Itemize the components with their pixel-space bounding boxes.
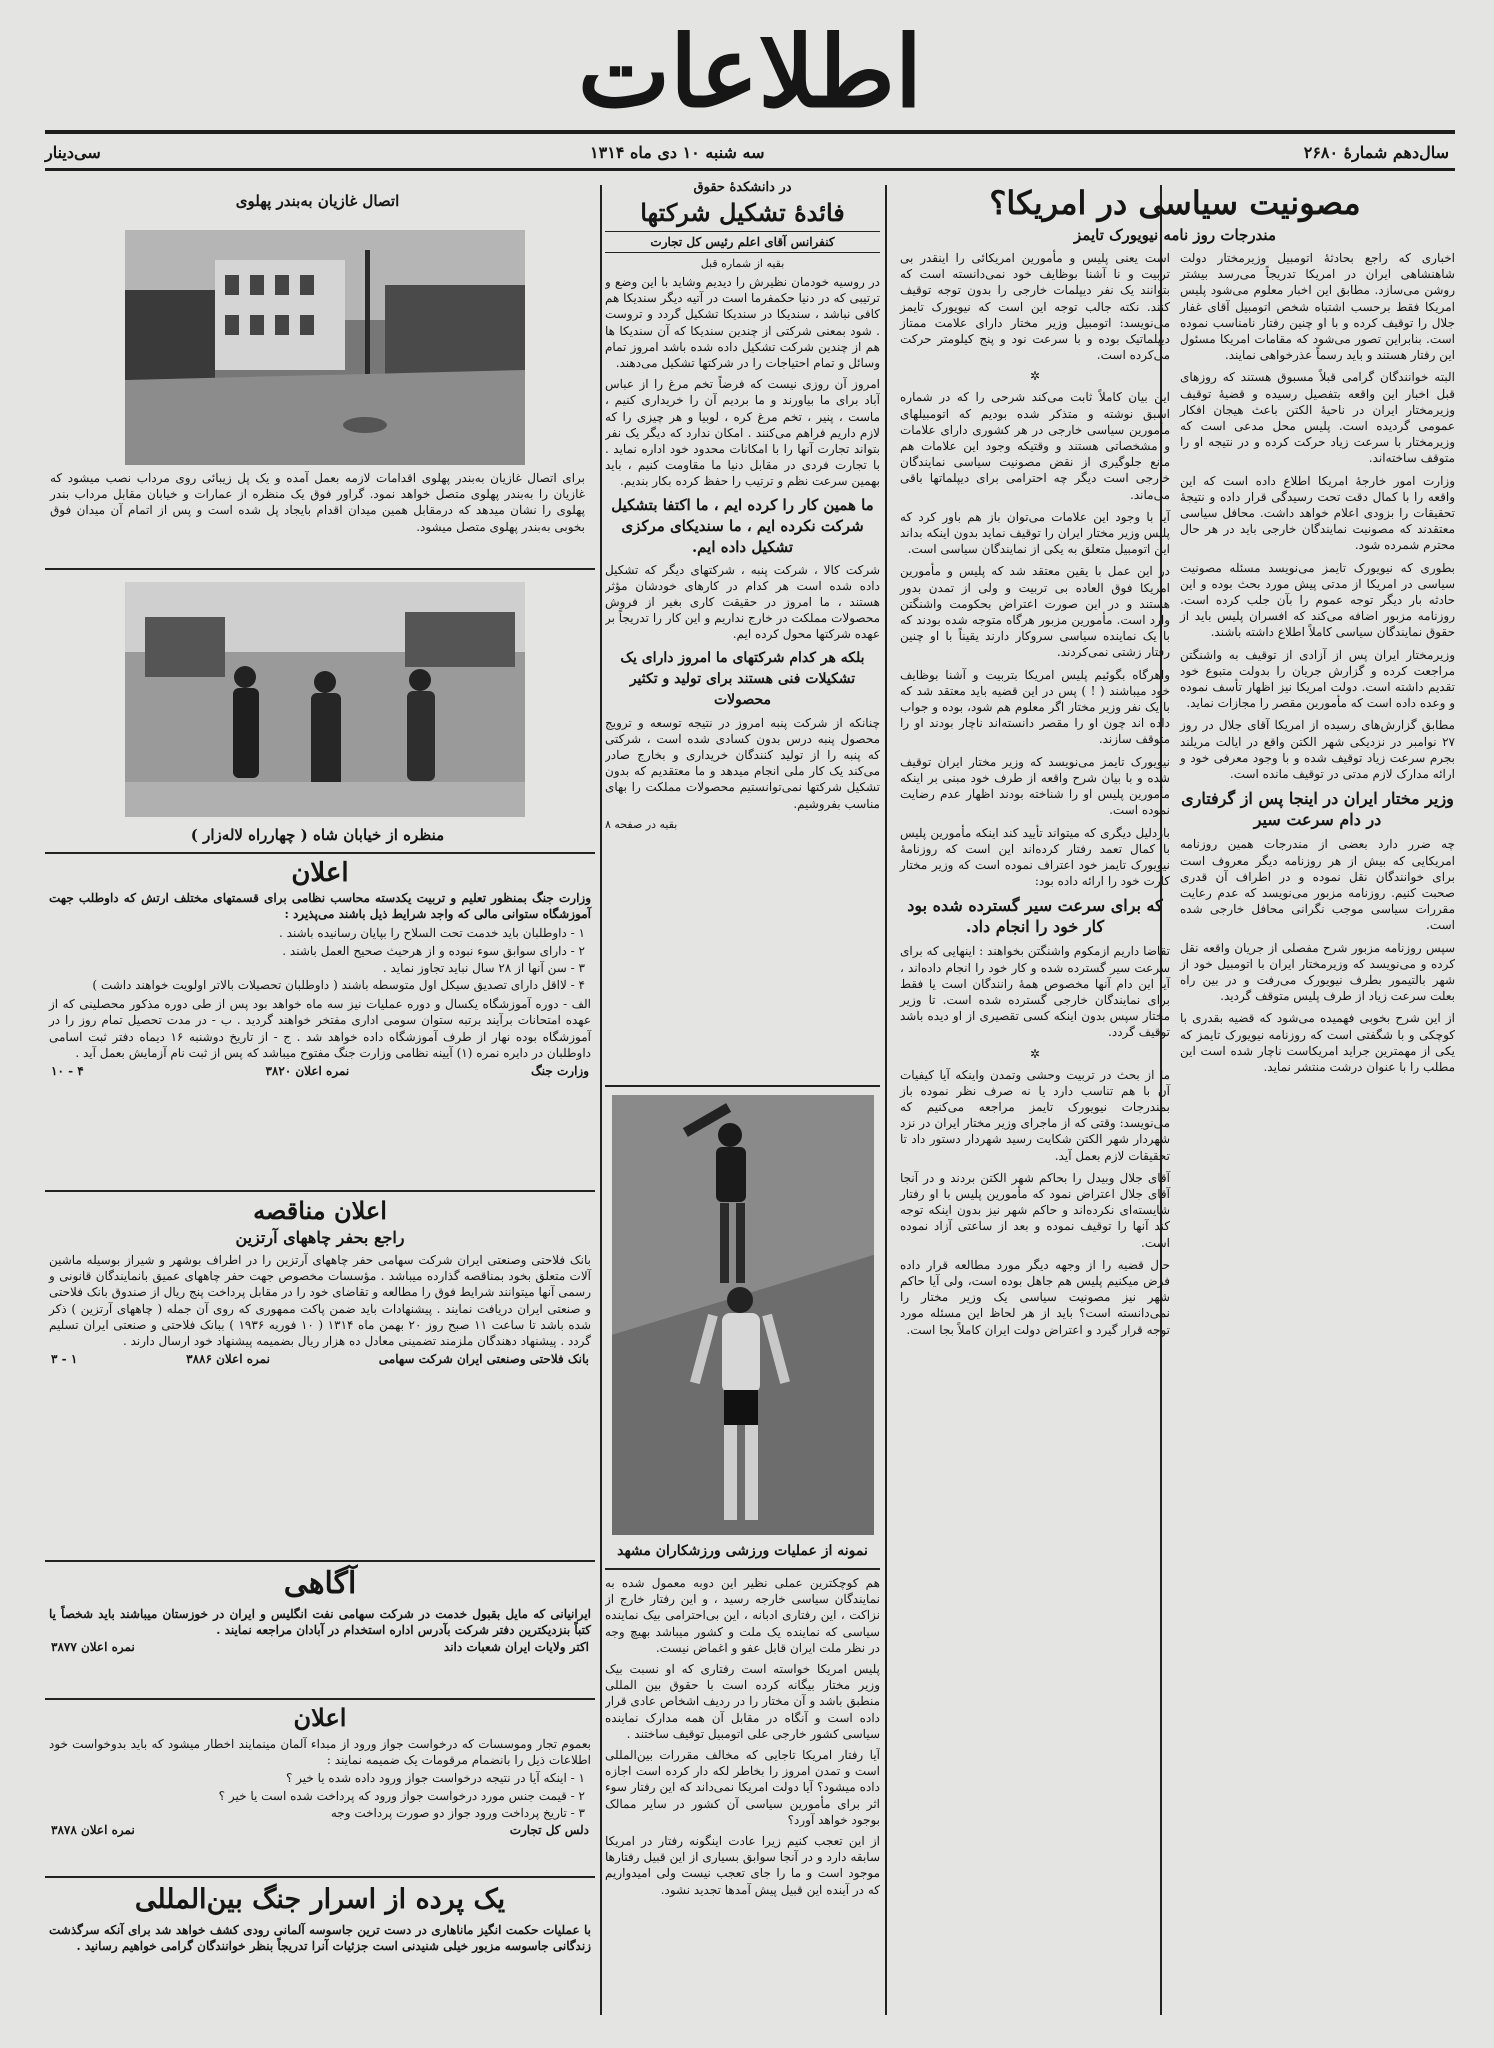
paragraph: در روسیه خودمان نظیرش را دیدیم وشاید با این وضع و ترتیبی که در دنیا حکمفرما است در آتیه دیگر سندیکا هم کافی نباشد ، سندیکا در سندیکا تشکیل گردد و تروست . شود بمعنی شرکتی از چندین سندیکا که آن سندیکا ها هم از چندین شرکت تشکیل داده شده باشد امروز تمام وسائل و تمام احتیاجات را در شرکتها تشکیل می‌دهند. (605, 275, 880, 371)
paragraph: واهرگاه بگوئیم پلیس امریکا بتربیت و آشنا بوظایف خود میباشند ( ! ) پس در این قضیه باید معتقد شد که با یک نفر وزیر مختار اگر معلوم هم شود، بوده و جواب داده اند چون او را مقصر دانسته‌اند ناچار بودند او را متوقف سازند. (900, 667, 1170, 747)
section-star-ornament: ✲ (1029, 1046, 1041, 1061)
athletes-illustration (612, 1095, 874, 1535)
paragraph: بازدلیل دیگری که میتواند تأیید کند اینکه مأمورین پلیس با کمال تعمد رفتار کرده‌اند این است که روزنامهٔ نیویورک تایمز خود اعتراف نموده است که وزیر مختار کارت خود را ارائه داده بود: (900, 825, 1170, 889)
story-title: یک پرده از اسرار جنگ بین‌المللی (134, 1884, 506, 1915)
paragraph: بطوری که نیویورک تایمز می‌نویسد مسئله مصونیت سیاسی در امریکا از مدتی پیش مورد بحث بوده و این حادثه بار دیگر توجه عموم را بآن جلب کرده است. روزنامه مزبور اضافه می‌کند که افسران پلیس باید از حقوق نمایندگان سیاسی کاملاً اطلاع داشته باشند. (1180, 560, 1455, 640)
bandar-pahlavi-caption: اتصال غازیان به‌بندر پهلوی (235, 192, 400, 210)
section-divider (605, 1568, 880, 1570)
notice-item: ۳ - سن آنها از ۲۸ سال نباید تجاوز نماید . (382, 960, 585, 975)
notice-items (45, 1770, 595, 1821)
paragraph: شرکت کالا ، شرکت پنبه ، شرکتهای دیگر که تشکیل داده شده است هر کدام در کارهای خودشان مؤثر هستند ، ما امروز در حقیقت کاری بغیر از فروش محصولات مملکت در خارج نداریم و این کار را تدریجاً بر عهده شرکتها محول کرده ایم. (605, 562, 880, 642)
section-star-ornament: ✲ (1029, 369, 1041, 384)
notice-items (45, 925, 595, 993)
notice-signature: دلس کل تجارت (509, 1823, 589, 1838)
paragraph: اخباری که راجع بحادثهٔ اتومبیل وزیرمختار دولت شاهنشاهی ایران در امریکا تدریجاً می‌رسد بیشتر روشن می‌سازد. مطابق این اخبار معلوم می‌شود پلیس امریکا فقط برحسب اشتباه شخص اتومبیل آقای غفار جلال را توقیف کرده و با او چنین رفتار نامناسب نموده است. بنابراین تصور می‌شود که مقامات امریکا مسئول این رفتار هستند و باید رسماً عذرخواهی نمایند. (1180, 251, 1455, 363)
issue-date: سه شنبه ۱۰ دی ماه ۱۳۱۴ (590, 143, 765, 162)
bold-quote: ما همین کار را کرده ایم ، ما اکتفا بتشکیل شرکت نکرده ایم ، ما سندیکای مرکزی تشکیل داده ایم. (611, 495, 874, 556)
bandar-pahlavi-text: برای اتصال غازیان به‌بندر پهلوی اقدامات لازمه بعمل آمده و یک پل زیبائی روی مرداب نصب میشود که غازیان را به‌بندر پهلوی متصل خواهد نمود. گراور فوق یک منظره از عمارات و خیابان مقابل مرداب بندر پهلوی را نشان میدهد که درمقابل همین میدان اقدام بایجاد پل شده است و پس از اتمام آن میدان فوق بخوبی به‌بندر پهلوی متصل میشود. (50, 471, 585, 534)
paragraph: پلیس امریکا خواسته است رفتاری که او نسبت بیک وزیر مختار بیگانه کرده است با حقوق بین المللی منطبق باشد و آن مختار را در ردیف اشخاص عادی قرار داده است و آنگاه در مقابل آن همه مدارک نماینده سیاسی کشور خارجی علی اتومبیل توقیف ساختند . (605, 1662, 880, 1741)
masthead (0, 0, 1494, 162)
notice-signature: بانک فلاحتی وصنعتی ایران شرکت سهامی (378, 1352, 589, 1367)
paragraph: هم کوچکترین عملی نظیر این دوبه معمول شده به نمایندگان سیاسی خارجه رسید ، و این رفتار خارج از نزاکت ، این رفتاری ادبانه ، این بی‌احترامی بیک نماینده سیاسی که نماینده یک ملت و کشور میباشد بهیچ وجه در نظر ملت ایران قابل عفو و اغماض نیست. (605, 1576, 880, 1655)
paragraph: از این شرح بخوبی فهمیده می‌شود که قضیه بقدری با کوچکی و با شگفتی است که روزنامه نیویورک تایمز که یکی از مهمترین جراید امریکاست ناچار شده است این مطلب را با عنوان درشت منتشر نماید. (1180, 1011, 1455, 1074)
notice-item: ۲ - قیمت جنس مورد درخواست جواز ورود که پرداخت شده است یا خیر ؟ (218, 1788, 585, 1803)
issue-number: سال‌دهم شمارهٔ ۲۶۸۰ (1303, 143, 1449, 162)
paragraph: حال قضیه را از وجهه دیگر مورد مطالعه قرار داده فرض میکنیم پلیس هم جاهل بوده است، ولی آیا حاکم شهر نیز مصونیت سیاسی یک وزیر مختار را نمی‌دانسته است؟ باید از هر لحاظ این مسئله مورد توجه قرار گیرد و اعتراض دولت ایران کاملاً بجا است. (900, 1257, 1170, 1337)
notice-item: ۱ - اینکه آیا در نتیجه درخواست جواز ورود داده شده یا خیر ؟ (285, 1771, 585, 1786)
paragraph: مطابق گزارش‌های رسیده از امریکا آقای جلال در روز ۲۷ نوامبر در نزدیکی شهر الکتن واقع در ایالت مریلند بجرم سرعت زیاد توقیف شده و با وجود معرفی خود و ارائه مدارک لازم مدتی در توقیف مانده است. (1180, 718, 1455, 782)
article-subhead: مندرجات روز نامه نیویورک تایمز (1074, 226, 1276, 244)
continued-page-note: بقیه در صفحه ۸ (605, 817, 678, 831)
notice-item: ۴ - لااقل دارای تصدیق سیکل اول متوسطه باشند ( داوطلبان تحصیلات بالاتر اولویت خواهند داشت ) (92, 978, 585, 993)
story-teaser (45, 1880, 595, 2020)
notice-title: آگاهی (283, 1566, 357, 1601)
notice-body: وزارت جنگ بمنظور تعلیم و تربیت یکدسته محاسب نظامی برای قسمتهای مختلف ارتش که داوطلب جهت آموزشگاه ستوانی مالی که واجد شرایط ذیل باشند می‌پذیرد : (49, 891, 591, 922)
paragraph: چنانکه از شرکت پنبه امروز در نتیجه توسعه و ترویج محصول پنبه درس بدون کسادی شده است ، شرکتی که پنبه را از تولید کنندگان خریداری و بخارج صادر می‌کند یک کار ملی انجام میدهد و ما معتقدیم که بدون تشکیل شرکتها نمی‌توانستیم محصولات مملکت را بهای مناسب بفروشیم. (605, 715, 880, 811)
bold-quote: بلکه هر کدام شرکتهای ما امروز دارای یک تشکیلات فنی هستند برای تولید و تکثیر محصولات (620, 649, 865, 708)
article-kicker: در دانشکدهٔ حقوق (693, 180, 792, 195)
section-divider (605, 1085, 880, 1087)
paragraph: تقاضا داریم ازمکوم واشنگتن بخواهند : اینهایی که برای سرعت سیر گسترده شده و کار خود را انجام داده‌اند ، آیا این دام آنها مخصوص همهٔ رانندگان است یا فقط برای نمایندگان خارجی گسترده شده است. تا وزیر مختار سپس بدون اینکه کسی تقصیری از او دیده باشد توقیف گردد. (900, 944, 1170, 1040)
notice-tender (45, 1195, 595, 1555)
notice-war-ministry (45, 856, 595, 1186)
bold-quote: که برای سرعت سیر گسترده شده بود کار خود را انجام داد. (907, 896, 1163, 937)
paragraph: آیا رفتار امریکا تاجایی که مخالف مقررات بین‌المللی است و تمدن امروز را بخاطر لکه دار کرده است اجازه داده میشود؟ آیا دولت امریکا نمی‌داند که این رفتار سوء اثر برای مأمورین سیاسی آن کشور در سایر ممالک بوجود خواهد آورد؟ (605, 1748, 880, 1827)
article-headline: مصونیت سیاسی در امریکا؟ (989, 184, 1361, 222)
notice-ref: نمره اعلان ۳۸۸۶ (186, 1352, 270, 1367)
notice-item: ۲ - دارای سوابق سوء نبوده و از هرحیث صحیح العمل باشند . (282, 943, 585, 958)
masthead-rule-top (45, 130, 1455, 134)
column-divider (885, 185, 887, 2015)
notice-title: اعلان (291, 858, 349, 888)
notice-body: ایرانیانی که مایل بقبول خدمت در شرکت سهامی نفت انگلیس و ایران در خوزستان میباشند باید شخصاً یا کتباً بنزدیکترین دفتر شرکت بآدرس اداره استخدام در آبادان مراجعه نمایند . (49, 1607, 591, 1638)
notice-import-permits (45, 1702, 595, 1872)
notice-item: ۱ - داوطلبان باید خدمت تحت السلاح را بپایان رسانیده باشند . (279, 926, 585, 941)
notice-body: بانک فلاحتی وصنعتی ایران شرکت سهامی حفر چاههای آرتزین را در اطراف بوشهر و شیراز بوسیله ماشین آلات متعلق بخود بمناقصه گذارده میباشد . مؤسسات مخصوص جهت حفر چاههای عمیق بانمایندگان قانونی و رسمی آنها میتوانند شرایط فوق را مطالعه و تقاضای خود را در مقابل پرداخت پنج ریال از صندوق بانک فلاحتی و صنعتی ایران دریافت نمایند . پیشنهادات باید ضمن پاکت ممهوری که روی آن جمله ( چاههای آرتزین ) ذکر شده باشد تا ساعت ۱۱ صبح روز ۲۰ بهمن ماه ۱۳۱۴ ( ۱۰ فوریه ۱۹۳۶ ) ببانک فلاحتی و صنعتی ایران تسلیم گردد . پیشنهاد دهندگان ملزمند تضمینی معادل ده هزار ریال بضمیمه پیشنهاد خود ارسال دارند . (49, 1253, 592, 1349)
article-continuation (605, 1575, 880, 2020)
notice-subtitle: راجع بحفر چاههای آرتزین (235, 1228, 405, 1247)
paragraph: در این عمل با یقین معتقد شد که پلیس و مأمورین امریکا فوق العاده بی تربیت و ولی از تمدن بدور هستند و در این صورت اعتراض بحکومت واشنگتن وارد است. مأمورین مزبور هرگاه متوجه شده بودند که با یک نماینده سیاسی سروکار دارند یقیناً با او چنین رفتار زشتی نمی‌کردند. (900, 564, 1170, 660)
paragraph: چه ضرر دارد بعضی از مندرجات همین روزنامه امریکایی که بیش از هر روزنامه دیگر معروف است برای خوانندگان نقل نموده و در اطراف آن قدری صحبت کنیم. روزنامه مزبور می‌نویسد که عدم رعایت مقررات سیاسی موجب نگرانی محافل خارجی شده است. (1180, 837, 1455, 933)
column-divider (600, 185, 602, 2015)
section-divider (45, 1698, 595, 1700)
notice-ref: نمره اعلان ۳۸۷۸ (51, 1823, 135, 1838)
section-divider (45, 852, 595, 854)
bold-quote: وزیر مختار ایران در اینجا پس از گرفتاری در دام سرعت سیر (1181, 789, 1454, 830)
paragraph: آیا با وجود این علامات می‌توان باز هم باور کرد که پلیس وزیر مختار ایران را توقیف نماید بدون اینکه بداند این اتومبیل متعلق به یکی از نمایندگان سیاسی است. (900, 509, 1170, 557)
paragraph: امروز آن روزی نیست که فرضاً تخم مرغ را از عباس آباد برای ما بیاورند و ما بردیم آن را خریداری کنیم ، ماست ، پنیر ، تخم مرغ کره ، لوبیا و هر چیزی را که لازم داریم فراهم می‌کنند . امکان ندارد که دیگر یک نفر بتواند تجارت آنها را با امکانات محدود خود اداره نماید . با تجارت فردی در مقابل دنیا ما مقاومت کنیم ، باید بهمین سرعت نظم و ترتیب را حفظ کرده بکار بندیم. (605, 377, 880, 489)
notice-signature: وزارت جنگ (531, 1064, 589, 1079)
paragraph: از این تعجب کنیم زیرا عادت اینگونه رفتار در امریکا سابقه دارد و در آنجا سوابق بسیاری از این قبیل رفتارها موجود است و ما را جای تعجب نیست ولی امیدواریم که در آینده این قبیل پیش آمدها تجدید نشود. (605, 1834, 880, 1897)
newspaper-title: اطلاعات (577, 15, 923, 130)
paragraph: ما از بحث در تربیت وحشی وتمدن واینکه آیا کیفیات آن با هم تناسب دارد یا نه صرف نظر نموده باز بمندرجات نیویورک تایمز مراجعه می‌کنیم که می‌نویسد: وقتی که از ماجرای وزیر مختار ایران در نزد شهردار شهر الکتن شکایت رسید شهردار دستور داد تا تحقیقات لازم بعمل آید. (900, 1067, 1170, 1163)
athletes-photo-caption: نمونه از عملیات ورزشی ورزشکاران مشهد (617, 1543, 868, 1559)
notice-signature: اکتر ولایات ایران شعبات داند (443, 1640, 589, 1655)
shah-avenue-caption: منظره از خیابان شاه ( چهارراه لاله‌زار ) (190, 826, 445, 844)
continued-note: بقیه از شماره قبل (700, 257, 785, 270)
notice-oil-company (45, 1564, 595, 1694)
shah-avenue-photo (125, 582, 525, 817)
notice-body: بعموم تجار وموسسات که درخواست جواز ورود از مبداء آلمان مینمایند اخطار میشود که باید بدوخواست خود اطلاعات ذیل را بانضمام مرقومات یک ضمیمه نمایند : (49, 1737, 591, 1768)
masthead-rule-bottom (45, 168, 1455, 171)
paragraph: آقای جلال وبیدل را بحاکم شهر الکتن بردند و در آنجا آقای جلال اعتراض نمود که مأمورین پلیس با او رفتار شایسته‌ای نکرده‌اند و حاکم شهر نیز بدون اینکه توجه کند آنها را توقیف نموده و بعد از ساعتی آزاد نموده است. (900, 1170, 1170, 1250)
section-divider (45, 1190, 595, 1192)
notice-ref: نمره اعلان ۳۸۷۷ (51, 1640, 135, 1655)
pedestrians-illustration (125, 582, 525, 817)
street-scene-illustration (125, 230, 525, 465)
notice-code: ۱ - ۳ (51, 1352, 78, 1367)
paragraph: نیویورک تایمز می‌نویسد که وزیر مختار ایران توقیف شده و با بیان شرح واقعه از طرف خود مبنی بر اینکه مأمورین پلیس او را شناخته بودند اظهار عدم رضایت نموده است. (900, 754, 1170, 818)
article-subhead: کنفرانس آقای اعلم رئیس کل تجارت (605, 231, 880, 253)
section-divider (45, 1876, 595, 1878)
notice-title: اعلان مناقصه (253, 1196, 387, 1225)
paragraph: است یعنی پلیس و مأمورین امریکائی را اینقدر بی تربیت و نا آشنا بوظایف خود نمی‌دانسته است که بتوانند یک نفر دیپلمات خارجی را بدون توجه توقیف کنند. نکته جالب توجه این است که نیویورک تایمز می‌نویسد: اتومبیل وزیر مختار دارای علامت ممتاز دیپلماتیک بوده و با سرعت نود و پنج کیلومتر حرکت می‌کرده است. (900, 251, 1170, 363)
story-body: با عملیات حکمت انگیز ماناهاری در دست ترین جاسوسه آلمانی رودی کشف خواهد شد برای آنکه سرگذشت زندگانی جاسوسه مزبور خیلی شنیدنی است جزئیات آنرا تدریجاً بنظر خوانندگان گرامی خواهیم رسانید . (49, 1923, 591, 1954)
paragraph: سپس روزنامه مزبور شرح مفصلی از جریان واقعه نقل کرده و می‌نویسد که وزیرمختار ایران با اتومبیل خود از شهر بالتیمور بطرف نیویورک می‌رفت و در بین راه بعلت سرعت زیاد از طرف پلیس متوقف گردید. (1180, 940, 1455, 1004)
section-divider (45, 568, 595, 570)
notice-ref: نمره اعلان ۳۸۲۰ (265, 1064, 350, 1079)
notice-title: اعلان (293, 1703, 347, 1732)
paragraph: وزیرمختار ایران پس از آزادی از توقیف به واشنگتن مراجعت کرده و گزارش جریان را بدولت متبوع خود تقدیم داشته است. دولت امریکا نیز اظهار تأسف نموده و وعده داده است که مأمورین مقصر را مجازات نماید. (1180, 647, 1455, 711)
article-diplomatic-immunity (895, 180, 1455, 2020)
issue-price: سی‌دینار (45, 143, 101, 162)
athletes-photo (612, 1095, 874, 1535)
bandar-pahlavi-photo (125, 230, 525, 465)
paragraph: این بیان کاملاً ثابت می‌کند شرحی را که در شماره اسبق نوشته و متذکر شده بودیم که اتومبیلهای مأمورین سیاسی خارجی در هر کشوری دارای علامات و مشخصاتی هستند و وقتیکه وجود این علامات هم مانع جلوگیری از نقض مصونیت سیاسی نمایندگان خارجی است دیگر چه احترامی برای دیپلماتها باقی می‌ماند. (900, 390, 1170, 502)
section-divider (45, 1560, 595, 1562)
notice-code: ۴ - ۱۰ (51, 1064, 84, 1079)
paragraph: وزارت امور خارجهٔ امریکا اطلاع داده است که این واقعه را با کمال دقت تحت رسیدگی قرار داده و نتیجهٔ تحقیقات را بزودی اعلام خواهد داشت. محافل سیاسی معتقدند که مصونیت نمایندگان خارجی باید در هر حال محترم شمرده شود. (1180, 473, 1455, 553)
notice-item: ۳ - تاریخ پرداخت ورود جواز دو صورت پرداخت وجه (330, 1805, 585, 1820)
article-headline: فائدهٔ تشکیل شرکتها (640, 198, 845, 227)
paragraph: البته خوانندگان گرامی قبلاً مسبوق هستند که روزهای قبل اخبار این واقعه بتفصیل رسیده و قضیهٔ توقیف وزیرمختار ایران در ناحیهٔ الکتن باعث هیجان افکار عمومی گردیده است. پلیس محل مدعی است که وزیرمختار با سرعت زیاد حرکت کرده و در نتیجه او را متوقف ساخته‌اند. (1180, 370, 1455, 466)
notice-body: الف - دوره آموزشگاه یکسال و دوره عملیات نیز سه ماه خواهد بود پس از طی دوره مذکور محصلینی که از عهده امتحانات برآیند برتبه ستوان سومی اداری مفتخر خواهند گردید . ب - در مدت تحصیل تمام روز را در آموزشگاه بوده نهار از طرف آموزشگاه داده خواهد شد . ج - از تاریخ دوشنبه ۱۶ دیماه دفتر ثبت اسامی داوطلبان در دایره نمره (۱) آیینه نظامی وزارت جنگ مفتوح میباشد که پس از ثبت نام آزمایش بعمل آید . (49, 997, 591, 1060)
